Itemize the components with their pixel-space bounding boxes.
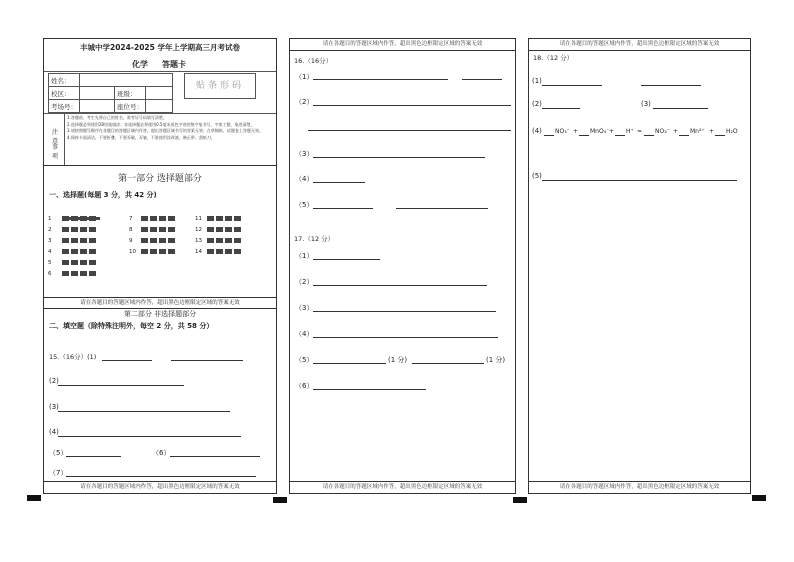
choice-number: 12: [195, 227, 202, 233]
q16-2-blank-b[interactable]: [308, 130, 511, 131]
registration-marker: [27, 495, 41, 501]
q18-4-coef-4[interactable]: [644, 135, 654, 136]
eq-no3-b: NO₃⁻: [655, 128, 670, 135]
registration-marker: [273, 497, 287, 503]
one-point-note-a: (1 分): [388, 356, 408, 364]
choice-number: 2: [48, 227, 52, 233]
choice-row[interactable]: [48, 248, 98, 256]
note-line: 4.保持卡面清洁，不要折叠，不要弄破、弄皱，不准使用涂改液、修正带、刮纸刀。: [67, 134, 215, 140]
q15-3-label: (3): [49, 403, 59, 411]
q16-2-label: （2）: [295, 98, 314, 106]
q15-6-blank[interactable]: [170, 456, 260, 457]
q16-5-blank-b[interactable]: [396, 208, 488, 209]
q17-label: 17.（12 分）: [294, 235, 335, 243]
eq-plus-2: +: [609, 128, 615, 135]
q15-2-blank[interactable]: [58, 385, 184, 386]
q17-5-blank-a[interactable]: [313, 363, 386, 364]
choice-row[interactable]: [48, 226, 98, 234]
q17-2-label: （2）: [295, 278, 314, 286]
answer-column-2: [289, 38, 516, 494]
campus-field[interactable]: [80, 87, 115, 100]
notes-label-divider: [64, 113, 65, 165]
choice-row[interactable]: [129, 248, 177, 256]
q16-4-label: （4）: [295, 175, 314, 183]
q18-4-coef-2[interactable]: [579, 135, 589, 136]
q17-4-blank[interactable]: [313, 337, 498, 338]
note-line: 2.选择题必须使用2B铅笔填涂；非选择题必须使用0.5毫米黑色字迹的签字笔书写，字体工整、笔迹清楚。: [67, 121, 255, 127]
q18-4-coef-5[interactable]: [679, 135, 689, 136]
q15-7-label: （7）: [49, 469, 68, 477]
q16-3-blank[interactable]: [313, 157, 485, 158]
eq-plus-3: +: [673, 128, 679, 135]
q18-4-label: (4): [532, 127, 542, 135]
name-label: 姓名：: [49, 74, 80, 87]
footer-notice-2: 请在各题目的答题区域内作答，超出黑色边框限定区域的答案无效: [290, 481, 515, 493]
barcode-area: 贴条形码: [184, 73, 256, 99]
answer-column-1: [43, 38, 277, 494]
notes-text: [67, 115, 272, 141]
registration-marker: [513, 497, 527, 503]
eq-h2o: H₂O: [726, 128, 738, 135]
q15-4-blank[interactable]: [58, 436, 241, 437]
notes-label-2: 事项: [52, 144, 61, 160]
name-field[interactable]: [80, 74, 173, 87]
fill-heading: 二、填空题（除特殊注明外，每空 2 分，共 58 分）: [49, 322, 214, 330]
q17-2-blank[interactable]: [313, 285, 487, 286]
choice-heading: 一、选择题(每题 3 分，共 42 分): [49, 191, 157, 199]
choice-number: 7: [129, 216, 133, 222]
eq-no3-a: NO₃⁻: [555, 128, 570, 135]
q15-3-blank[interactable]: [58, 411, 230, 412]
exam-room-field[interactable]: [80, 100, 115, 113]
header-notice-3: 请在各题目的答题区域内作答，超出黑色边框限定区域的答案无效: [529, 39, 750, 51]
mid-notice-box: [44, 297, 276, 309]
notes-divider: [44, 113, 276, 114]
note-line: 1.答题前，考生先将自己的姓名、准考证号码填写清楚。: [67, 115, 167, 120]
part2-title: 第二部分 非选择题部分: [123, 310, 197, 318]
eq-h: H⁺: [626, 128, 634, 135]
q17-6-label: （6）: [295, 382, 314, 390]
q16-label: 16.（16分）: [294, 57, 333, 65]
choice-row[interactable]: [129, 237, 177, 245]
q18-4-coef-3[interactable]: [615, 135, 625, 136]
footer-notice-3: 请在各题目的答题区域内作答，超出黑色边框限定区域的答案无效: [529, 481, 750, 493]
q18-5-blank[interactable]: [542, 180, 737, 181]
choice-number: 11: [195, 216, 202, 222]
eq-plus-4: +: [709, 128, 715, 135]
q17-1-label: （1）: [295, 252, 314, 260]
choice-number: 4: [48, 249, 52, 255]
info-divider-top: [44, 71, 276, 72]
footer-notice-1: 请在各题目的答题区域内作答，超出黑色边框限定区域的答案无效: [44, 481, 276, 493]
choice-row[interactable]: [195, 237, 243, 245]
registration-marker: [752, 495, 766, 501]
q17-3-label: （3）: [295, 304, 314, 312]
class-label: 班级：: [115, 87, 146, 100]
q15-2-label: (2): [49, 377, 59, 385]
choice-number: 10: [129, 249, 136, 255]
answer-column-3: [528, 38, 751, 494]
q17-3-blank[interactable]: [313, 311, 496, 312]
eq-equals: =: [637, 128, 643, 135]
choice-row[interactable]: [129, 215, 177, 223]
campus-label: 校区：: [49, 87, 80, 100]
part1-title: 第一部分 选择题部分: [118, 174, 202, 184]
q16-1-blank-b[interactable]: [462, 79, 502, 80]
q18-3-label: (3): [641, 100, 651, 108]
choice-number: 8: [129, 227, 133, 233]
choice-row[interactable]: [195, 226, 243, 234]
q17-5-label: （5）: [295, 356, 314, 364]
q18-2-blank[interactable]: [542, 108, 580, 109]
choice-row[interactable]: [48, 215, 98, 223]
choice-number: 3: [48, 238, 52, 244]
eq-mno4: MnO₄⁻: [590, 128, 610, 135]
q18-4-coef-1[interactable]: [544, 135, 554, 136]
eq-mn: Mn²⁺: [690, 128, 705, 135]
choice-row[interactable]: [195, 215, 243, 223]
class-field[interactable]: [146, 87, 173, 100]
q18-5-label: (5): [532, 172, 542, 180]
eq-plus-1: +: [573, 128, 579, 135]
q16-5-blank-a[interactable]: [313, 208, 373, 209]
q16-2-blank-a[interactable]: [313, 105, 511, 106]
q16-1-label: （1）: [295, 73, 314, 81]
q18-2-label: (2): [532, 100, 542, 108]
notes-label-1: 注意: [52, 129, 61, 145]
q18-3-blank[interactable]: [653, 108, 708, 109]
choice-number: 6: [48, 271, 52, 277]
choice-row[interactable]: [48, 237, 98, 245]
note-line: 3.请按照题号顺序在各题目的答题区域内作答，超出答题区域书写的答案无效；在草稿纸、试题卷上答题无效。: [67, 128, 263, 133]
choice-row[interactable]: [129, 226, 177, 234]
q15-5-blank[interactable]: [66, 456, 121, 457]
q16-3-label: （3）: [295, 150, 314, 158]
choice-number: 5: [48, 260, 52, 266]
q18-label: 18.（12 分）: [533, 54, 574, 62]
card-title: 答题卡: [162, 60, 186, 69]
q17-4-label: （4）: [295, 330, 314, 338]
choice-row[interactable]: [48, 270, 98, 278]
mid-notice: 请在各题目的答题区域内作答，超出黑色边框限定区域的答案无效: [80, 300, 240, 306]
q16-4-blank[interactable]: [313, 182, 365, 183]
q15-label: 15.（16分）(1): [49, 353, 97, 361]
q15-1-blank-a[interactable]: [102, 360, 152, 361]
q16-1-blank-a[interactable]: [313, 79, 448, 80]
q18-4-coef-6[interactable]: [715, 135, 725, 136]
q15-7-blank[interactable]: [66, 476, 256, 477]
part1-divider: [44, 165, 276, 166]
q18-1-label: (1): [532, 77, 542, 85]
q15-5-label: （5）: [49, 449, 68, 457]
seat-field[interactable]: [146, 100, 173, 113]
choice-row[interactable]: [48, 259, 98, 267]
q17-5-blank-b[interactable]: [412, 363, 484, 364]
q15-4-label: (4): [49, 428, 59, 436]
exam-room-label: 考场号：: [49, 100, 80, 113]
choice-number: 14: [195, 249, 202, 255]
choice-row[interactable]: [195, 248, 243, 256]
header-notice-2: 请在各题目的答题区域内作答，超出黑色边框限定区域的答案无效: [290, 39, 515, 51]
seat-label: 座位号：: [115, 100, 146, 113]
q18-1-blank-a[interactable]: [542, 85, 602, 86]
q18-1-blank-b[interactable]: [641, 85, 701, 86]
q15-1-blank-b[interactable]: [171, 360, 243, 361]
choice-number: 13: [195, 238, 202, 244]
student-info-table: [48, 73, 173, 113]
school-title: 丰城中学2024-2025 学年上学期高三月考试卷: [80, 43, 240, 52]
choice-number: 9: [129, 238, 133, 244]
choice-number: 1: [48, 216, 52, 222]
one-point-note-b: (1 分): [486, 356, 506, 364]
q16-5-label: （5）: [295, 201, 314, 209]
q15-6-label: （6）: [152, 449, 171, 457]
subject-label: 化学: [132, 60, 148, 69]
q17-6-blank[interactable]: [313, 389, 426, 390]
q17-1-blank[interactable]: [313, 259, 380, 260]
